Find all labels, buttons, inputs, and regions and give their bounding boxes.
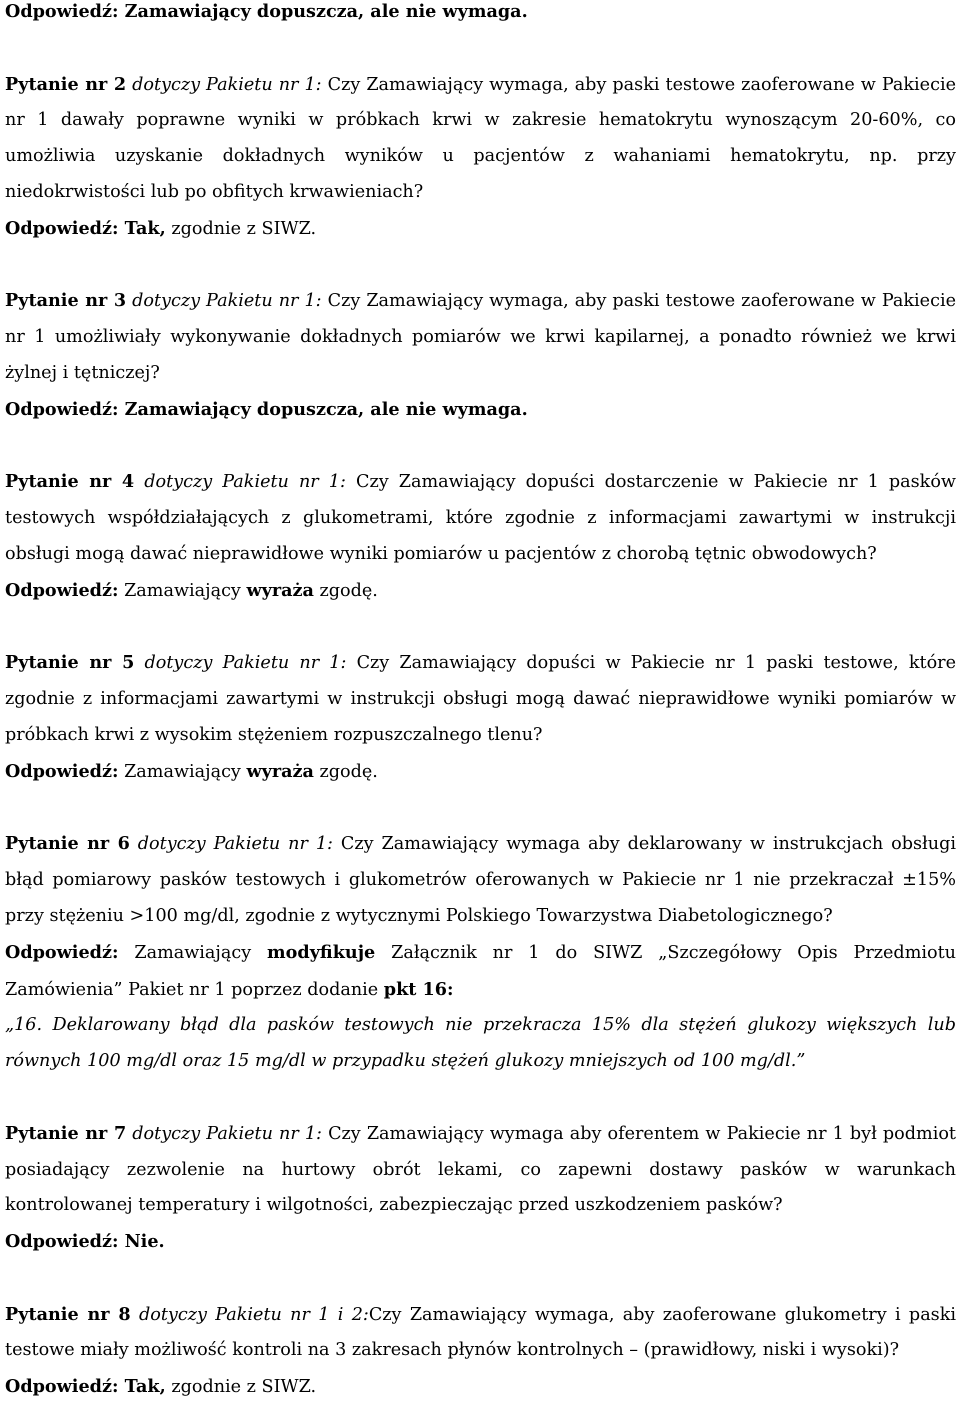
question-label: Pytanie nr 3 bbox=[5, 290, 127, 312]
question-4 bbox=[5, 464, 956, 572]
answer-label: Odpowiedź: Tak, bbox=[5, 1376, 166, 1398]
answer-3 bbox=[5, 392, 956, 429]
question-7 bbox=[5, 1116, 956, 1224]
question-label: Pytanie nr 7 bbox=[5, 1122, 127, 1144]
spacer bbox=[5, 610, 956, 646]
question-text: Czy Zamawiający wymaga, aby zaoferowane glukometry i paski testowe miały możliwość kontroli na 3 zakresach płynów kontrolnych – (prawidłowy, niski i wysoki)? bbox=[5, 1304, 956, 1361]
question-5 bbox=[5, 645, 956, 753]
answer-text-pre: Zamawiający bbox=[118, 942, 268, 963]
question-label: Pytanie nr 5 bbox=[5, 652, 135, 674]
spacer bbox=[5, 248, 956, 284]
question-package: dotyczy Pakietu nr 1: bbox=[134, 472, 346, 493]
question-label: Pytanie nr 6 bbox=[5, 833, 130, 855]
answer-text-pre: Zamawiający bbox=[118, 580, 247, 601]
answer-text-post: zgodę. bbox=[313, 580, 378, 601]
answer-7 bbox=[5, 1224, 956, 1261]
answer-text-bold-2: pkt 16: bbox=[383, 978, 454, 1000]
answer-label: Odpowiedź: bbox=[5, 1, 119, 22]
answer-6 bbox=[5, 935, 956, 1009]
question-package: dotyczy Pakietu nr 1: bbox=[134, 653, 347, 674]
answer-5 bbox=[5, 754, 956, 791]
answer-text-pre: Zamawiający bbox=[118, 761, 247, 782]
question-8 bbox=[5, 1297, 956, 1370]
answer-label: Odpowiedź: bbox=[5, 760, 119, 782]
answer-label: Odpowiedź: Zamawiający dopuszcza, ale nie wymaga. bbox=[5, 398, 528, 420]
question-3 bbox=[5, 283, 956, 391]
question-text: Czy Zamawiający dopuści w Pakiecie nr 1 paski testowe, które zgodnie z informacjami zawartymi w instrukcji obsługi mogą dawać nieprawidłowe wyniki pomiarów w próbkach krwi z wysokim stężeniem rozpuszczalnego tlenu? bbox=[5, 653, 956, 745]
question-text: Czy Zamawiający wymaga, aby paski testowe zaoferowane w Pakiecie nr 1 umożliwiały wykonywanie dokładnych pomiarów we krwi kapilarnej, a ponadto również we krwi żylnej i tętniczej? bbox=[5, 291, 956, 383]
question-package: dotyczy Pakietu nr 1: bbox=[129, 834, 333, 855]
answer-text-mid: Załącznik nr 1 do SIWZ „Szczegółowy Opis Przedmiotu Zamówienia” Pakiet nr 1 poprzez dodanie bbox=[5, 942, 957, 1000]
question-label: Pytanie nr 8 bbox=[5, 1303, 131, 1325]
answer-text-bold: wyraża bbox=[246, 579, 314, 601]
answer-6-quote: „16. Deklarowany błąd dla pasków testowych nie przekracza 15% dla stężeń glukozy większych lub równych 100 mg/dl oraz 15 mg/dl w przypadku stężeń glukozy mniejszych od 100 mg/dl.” bbox=[5, 1015, 956, 1072]
question-label: Pytanie nr 2 bbox=[5, 73, 127, 95]
spacer bbox=[5, 1080, 956, 1116]
question-text: Czy Zamawiający wymaga aby deklarowany w instrukcjach obsługi błąd pomiarowy pasków testowych i glukometrów oferowanych w Pakiecie nr 1 nie przekraczał ±15% przy stężeniu >100 mg/dl, zgodnie z wytycznymi Polskiego Towarzystwa Diabetologicznego? bbox=[5, 834, 956, 926]
answer-label: Odpowiedź: bbox=[5, 579, 119, 601]
question-6 bbox=[5, 826, 956, 934]
spacer bbox=[5, 1261, 956, 1297]
answer-text: zgodnie z SIWZ. bbox=[165, 218, 317, 239]
answer-text: zgodnie z SIWZ. bbox=[165, 1377, 317, 1398]
question-2 bbox=[5, 67, 956, 211]
answer-text-bold: wyraża bbox=[246, 760, 314, 782]
question-text: Czy Zamawiający wymaga, aby paski testowe zaoferowane w Pakiecie nr 1 dawały poprawne wyniki w próbkach krwi w zakresie hematokrytu wynoszącym 20-60%, co umożliwia uzyskanie dokładnych wyników u pacjentów z wahaniami hematokrytu, np. przy niedokrwistości lub po obfitych krwawieniach? bbox=[5, 74, 956, 202]
answer-label: Odpowiedź: Nie. bbox=[5, 1231, 165, 1253]
question-package: dotyczy Pakietu nr 1 i 2: bbox=[130, 1304, 369, 1325]
answer-label: Odpowiedź: bbox=[5, 941, 119, 963]
spacer bbox=[5, 31, 956, 67]
question-package: dotyczy Pakietu nr 1: bbox=[126, 1123, 322, 1144]
answer-text-post: zgodę. bbox=[313, 761, 378, 782]
answer-label: Odpowiedź: Tak, bbox=[5, 217, 166, 239]
question-package: dotyczy Pakietu nr 1: bbox=[126, 291, 322, 312]
answer-4 bbox=[5, 573, 956, 610]
question-text: Czy Zamawiający dopuści dostarczenie w Pakiecie nr 1 pasków testowych współdziałających z glukometrami, które zgodnie z informacjami zawartymi w instrukcji obsługi mogą dawać nieprawidłowe wyniki pomiarów u pacjentów z chorobą tętnic obwodowych? bbox=[5, 472, 956, 564]
question-package: dotyczy Pakietu nr 1: bbox=[126, 74, 322, 95]
question-text: Czy Zamawiający wymaga aby oferentem w Pakiecie nr 1 był podmiot posiadający zezwolenie na hurtowy obrót lekami, co zapewni dostawy pasków w warunkach kontrolowanej temperatury i wilgotności, zabezpieczając przed uszkodzeniem pasków? bbox=[5, 1123, 956, 1216]
answer-text-bold: modyfikuje bbox=[267, 941, 376, 963]
spacer bbox=[5, 429, 956, 465]
answer-text: Zamawiający dopuszcza, ale nie wymaga. bbox=[118, 1, 528, 22]
answer-2 bbox=[5, 211, 956, 248]
intro-answer bbox=[5, 0, 956, 31]
question-label: Pytanie nr 4 bbox=[5, 471, 135, 493]
spacer bbox=[5, 791, 956, 827]
